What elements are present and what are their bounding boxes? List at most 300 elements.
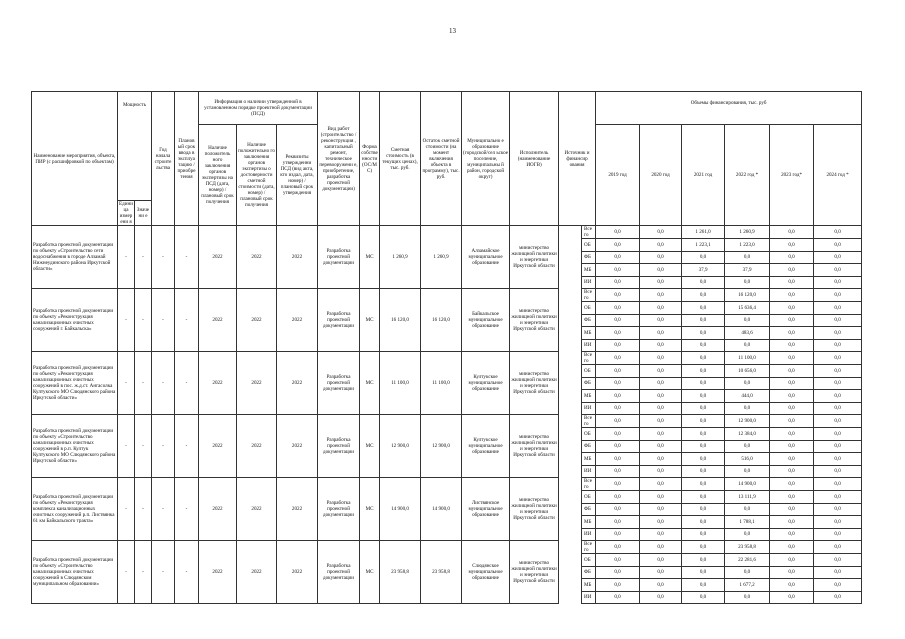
unit-value: -	[118, 541, 135, 604]
col-header-power: Мощность	[118, 92, 152, 201]
funding-value: 0,0	[770, 415, 814, 428]
funding-value: 0,0	[682, 453, 725, 466]
funding-value: 0,0	[814, 239, 862, 252]
object-name: Разработка проектной документации по объекту «Реконструкция канализационных очистных сооружений г. Байкальска»	[32, 289, 118, 352]
funding-value: 483,6	[725, 327, 770, 340]
funding-value: 0,0	[770, 352, 814, 365]
funding-value: 10 656,0	[725, 365, 770, 378]
col-header-year-2021: 2021 год	[682, 125, 725, 226]
funding-value: 0,0	[814, 503, 862, 516]
funding-value: 0,0	[814, 327, 862, 340]
power-value: -	[135, 478, 152, 541]
funding-source: Всего	[582, 226, 596, 239]
col-header-executor: Исполнитель (наименование ИОГВ)	[510, 92, 559, 226]
funding-value: 0,0	[770, 276, 814, 289]
funding-value: 0,0	[682, 314, 725, 327]
funding-value: 0,0	[596, 302, 640, 315]
funding-value: 0,0	[814, 428, 862, 441]
funding-value: 1 261,0	[682, 226, 725, 239]
funding-value: 0,0	[682, 377, 725, 390]
funding-source: ОБ	[582, 365, 596, 378]
table-row	[32, 289, 862, 302]
funding-source: ИИ	[582, 276, 596, 289]
funding-value: 0,0	[640, 428, 682, 441]
planned-year: -	[175, 289, 199, 352]
funding-value: 37,9	[725, 264, 770, 277]
col-header-psd-requisites: Реквизиты утвержденни ПСД (вид акта, кто издал, дата, номер) / плановый срок утверждения	[277, 125, 318, 226]
funding-value: 0,0	[682, 251, 725, 264]
funding-value: 1 260,9	[725, 226, 770, 239]
funding-value: 12 900,0	[725, 415, 770, 428]
funding-value: 0,0	[770, 478, 814, 491]
remaining: 14 900,0	[421, 478, 462, 541]
municipality: Култукское муниципальное образование	[462, 352, 510, 415]
start-year: -	[152, 226, 175, 289]
col-header-year-2020: 2020 год	[640, 125, 682, 226]
work-type: Разработка проектной документации	[318, 415, 360, 478]
col-header-work-type: Вид работ (строительство / реконструкция , капитальный ремонт, техническое перевооружени е, приобретение, разработка проектной документации)	[318, 92, 360, 226]
col-header-ownership: Форма собстве нности (ОС/М С)	[360, 92, 380, 226]
funding-value: 0,0	[682, 339, 725, 352]
funding-value: 0,0	[596, 327, 640, 340]
funding-value: 0,0	[814, 226, 862, 239]
col-header-planned-year: Планов ый срок ввода в эксплуа тацию / приобре тения	[175, 92, 199, 226]
remaining: 16 120,0	[421, 289, 462, 352]
executor: министерство жилищной политики и энергетики Иркутской области	[510, 352, 559, 415]
funding-value: 0,0	[814, 541, 862, 554]
funding-value: 0,0	[682, 554, 725, 567]
funding-source: ФБ	[582, 503, 596, 516]
funding-value: 0,0	[725, 591, 770, 604]
executor: министерство жилищной политики и энергетики Иркутской области	[510, 541, 559, 604]
estimate: 1 260,9	[380, 226, 421, 289]
funding-value: 444,0	[725, 390, 770, 403]
funding-value: 0,0	[640, 415, 682, 428]
work-type: Разработка проектной документации	[318, 226, 360, 289]
funding-source: Всего	[582, 478, 596, 491]
funding-source: МБ	[582, 579, 596, 592]
funding-value: 0,0	[770, 251, 814, 264]
funding-value: 0,0	[596, 478, 640, 491]
funding-value: 0,0	[640, 465, 682, 478]
table-row	[32, 541, 862, 554]
funding-value: 0,0	[640, 276, 682, 289]
col-header-unit: Единица измерени я	[119, 201, 133, 225]
funding-value: 0,0	[814, 314, 862, 327]
source-spacer	[559, 415, 582, 478]
psd-requisites: 2022	[277, 541, 318, 604]
funding-value: 0,0	[814, 302, 862, 315]
psd-reliability: 2022	[237, 415, 277, 478]
funding-value: 0,0	[725, 528, 770, 541]
funding-value: 0,0	[770, 377, 814, 390]
funding-value: 0,0	[640, 390, 682, 403]
funding-value: 12 384,0	[725, 428, 770, 441]
funding-value: 0,0	[814, 264, 862, 277]
object-name: Разработка проектной документации по объекту «Реконструкция комплекса канализационных очистных сооружений р.п. Листвянка 61 км Байкальского тракта»	[32, 478, 118, 541]
unit-value: -	[118, 478, 135, 541]
work-type: Разработка проектной документации	[318, 478, 360, 541]
funding-value: 0,0	[770, 302, 814, 315]
col-header-year-2023: 2023 год*	[770, 125, 814, 226]
municipality: Култукское муниципальное образование	[462, 415, 510, 478]
remaining: 1 260,9	[421, 226, 462, 289]
funding-value: 0,0	[640, 226, 682, 239]
funding-value: 0,0	[770, 226, 814, 239]
funding-value: 0,0	[725, 314, 770, 327]
funding-value: 0,0	[640, 365, 682, 378]
funding-value: 0,0	[770, 339, 814, 352]
executor: министерство жилищной политики и энергетики Иркутской области	[510, 478, 559, 541]
source-spacer	[559, 541, 582, 604]
funding-value: 0,0	[682, 365, 725, 378]
funding-value: 0,0	[596, 591, 640, 604]
psd-expertise: 2022	[199, 352, 237, 415]
col-header-source: Источник и финансир ования	[559, 92, 596, 226]
source-spacer	[559, 478, 582, 541]
funding-source: Всего	[582, 541, 596, 554]
psd-requisites: 2022	[277, 226, 318, 289]
funding-value: 0,0	[814, 554, 862, 567]
funding-value: 0,0	[682, 566, 725, 579]
object-name: Разработка проектной документации по объекту «Строительство сети водоснабжения в городе Алзамай Нижнеудинского района Иркутской области»	[32, 226, 118, 289]
unit-value: -	[118, 226, 135, 289]
funding-value: 0,0	[814, 491, 862, 504]
funding-source: Всего	[582, 415, 596, 428]
funding-value: 0,0	[640, 302, 682, 315]
funding-value: 0,0	[814, 251, 862, 264]
col-header-municipality: Муниципально е образование (городской/сел ьское поселение, муниципальны й район, городской округ)	[462, 92, 510, 226]
funding-value: 0,0	[640, 528, 682, 541]
funding-source: ИИ	[582, 402, 596, 415]
psd-reliability: 2022	[237, 478, 277, 541]
ownership: МС	[360, 289, 380, 352]
psd-requisites: 2022	[277, 478, 318, 541]
funding-value: 0,0	[682, 415, 725, 428]
planned-year: -	[175, 478, 199, 541]
start-year: -	[152, 289, 175, 352]
funding-value: 0,0	[814, 528, 862, 541]
funding-value: 0,0	[640, 541, 682, 554]
executor: министерство жилищной политики и энергетики Иркутской области	[510, 289, 559, 352]
planned-year: -	[175, 226, 199, 289]
psd-reliability: 2022	[237, 541, 277, 604]
funding-value: 0,0	[814, 276, 862, 289]
executor: министерство жилищной политики и энергетики Иркутской области	[510, 226, 559, 289]
funding-value: 0,0	[596, 491, 640, 504]
power-value: -	[135, 415, 152, 478]
unit-value: -	[118, 352, 135, 415]
funding-value: 13 111,9	[725, 491, 770, 504]
funding-value: 0,0	[770, 579, 814, 592]
col-header-remaining: Остаток сметной стоимости (на момент включения объекта в программу), тыс. руб.	[421, 92, 462, 226]
funding-value: 0,0	[596, 566, 640, 579]
funding-value: 0,0	[814, 440, 862, 453]
psd-reliability: 2022	[237, 289, 277, 352]
funding-value: 0,0	[725, 566, 770, 579]
col-header-volumes: Объемы финансирования, тыс. руб	[596, 92, 862, 125]
funding-value: 0,0	[682, 579, 725, 592]
funding-value: 0,0	[596, 365, 640, 378]
funding-value: 0,0	[596, 428, 640, 441]
ownership: МС	[360, 541, 380, 604]
funding-source: ОБ	[582, 491, 596, 504]
funding-value: 0,0	[814, 415, 862, 428]
funding-value: 0,0	[814, 365, 862, 378]
funding-value: 0,0	[725, 440, 770, 453]
funding-value: 11 100,0	[725, 352, 770, 365]
funding-value: 0,0	[725, 465, 770, 478]
power-value: -	[135, 226, 152, 289]
funding-source: ФБ	[582, 566, 596, 579]
ownership: МС	[360, 352, 380, 415]
funding-value: 0,0	[596, 528, 640, 541]
funding-value: 0,0	[770, 428, 814, 441]
funding-source: ОБ	[582, 239, 596, 252]
funding-value: 22 281,6	[725, 554, 770, 567]
page-number: 13	[449, 27, 456, 35]
table-row	[32, 226, 862, 239]
psd-requisites: 2022	[277, 415, 318, 478]
funding-value: 0,0	[725, 339, 770, 352]
funding-value: 0,0	[640, 516, 682, 529]
object-name: Разработка проектной документации по объекту «Строительство канализационных очистных сооружений в р.п. Култук Култукского МО Слюдянского района Иркутской области»	[32, 415, 118, 478]
funding-value: 0,0	[596, 339, 640, 352]
estimate: 23 958,8	[380, 541, 421, 604]
funding-source: ОБ	[582, 302, 596, 315]
funding-value: 0,0	[596, 352, 640, 365]
funding-value: 0,0	[640, 264, 682, 277]
funding-value: 0,0	[770, 289, 814, 302]
funding-value: 0,0	[596, 289, 640, 302]
funding-value: 0,0	[682, 591, 725, 604]
funding-value: 0,0	[814, 339, 862, 352]
funding-value: 0,0	[640, 440, 682, 453]
funding-value: 0,0	[596, 516, 640, 529]
funding-value: 516,0	[725, 453, 770, 466]
remaining: 11 100,0	[421, 352, 462, 415]
funding-value: 0,0	[770, 365, 814, 378]
funding-value: 0,0	[770, 264, 814, 277]
funding-value: 0,0	[682, 302, 725, 315]
col-header-estimate: Сметная стоимость (в текущих ценах), тыс. руб.	[380, 92, 421, 226]
funding-source: ОБ	[582, 554, 596, 567]
col-header-psd-reliability: Наличие положительно го заключения органов экспертизы о достоверности сметной стоимости (дата, номер) / плановый срок получения	[237, 125, 277, 226]
funding-value: 0,0	[770, 453, 814, 466]
power-value: -	[135, 289, 152, 352]
col-header-psd-info: Информация о наличии утвержденной в установленном порядке проектной документации (ПСД)	[199, 92, 318, 125]
funding-value: 0,0	[770, 591, 814, 604]
funding-value: 0,0	[640, 491, 682, 504]
funding-source: ФБ	[582, 251, 596, 264]
funding-value: 0,0	[596, 541, 640, 554]
funding-value: 0,0	[814, 566, 862, 579]
funding-source: ФБ	[582, 377, 596, 390]
funding-value: 0,0	[682, 503, 725, 516]
funding-value: 0,0	[725, 251, 770, 264]
funding-value: 1 788,1	[725, 516, 770, 529]
ownership: МС	[360, 415, 380, 478]
funding-value: 0,0	[640, 314, 682, 327]
col-header-psd-expertise: Наличие положитель ного заключения органов экспертизы на ПСД (дата, номер) / плановый срок получения	[199, 125, 237, 226]
funding-value: 0,0	[640, 289, 682, 302]
funding-value: 0,0	[596, 503, 640, 516]
funding-value: 0,0	[814, 579, 862, 592]
executor: министерство жилищной политики и энергетики Иркутской области	[510, 415, 559, 478]
psd-reliability: 2022	[237, 226, 277, 289]
funding-value: 0,0	[770, 516, 814, 529]
funding-value: 0,0	[640, 478, 682, 491]
funding-value: 0,0	[725, 377, 770, 390]
remaining: 12 900,0	[421, 415, 462, 478]
funding-value: 0,0	[682, 327, 725, 340]
funding-source: ИИ	[582, 591, 596, 604]
unit-value: -	[118, 289, 135, 352]
funding-value: 0,0	[596, 390, 640, 403]
psd-expertise: 2022	[199, 289, 237, 352]
start-year: -	[152, 541, 175, 604]
funding-value: 0,0	[725, 276, 770, 289]
funding-source: МБ	[582, 453, 596, 466]
psd-expertise: 2022	[199, 541, 237, 604]
funding-value: 0,0	[596, 226, 640, 239]
funding-source: ИИ	[582, 339, 596, 352]
funding-value: 0,0	[682, 428, 725, 441]
psd-requisites: 2022	[277, 289, 318, 352]
funding-value: 0,0	[682, 276, 725, 289]
psd-requisites: 2022	[277, 352, 318, 415]
source-spacer	[559, 226, 582, 289]
funding-value: 0,0	[814, 453, 862, 466]
funding-source: ИИ	[582, 528, 596, 541]
funding-source: МБ	[582, 327, 596, 340]
funding-value: 0,0	[725, 503, 770, 516]
table-row	[32, 352, 862, 365]
psd-expertise: 2022	[199, 415, 237, 478]
psd-reliability: 2022	[237, 352, 277, 415]
funding-source: Всего	[582, 352, 596, 365]
col-header-start-year: Год начала строите льства	[152, 92, 175, 226]
object-name: Разработка проектной документации по объекту «Реконструкция канализационных очистных сооружений в пос. ж.д.ст. Ангасолка Култукского МО Слюдянского района Иркутской области»	[32, 352, 118, 415]
power-value: -	[135, 541, 152, 604]
funding-value: 1 677,2	[725, 579, 770, 592]
funding-value: 0,0	[640, 503, 682, 516]
funding-value: 0,0	[596, 465, 640, 478]
power-value: -	[135, 352, 152, 415]
start-year: -	[152, 352, 175, 415]
funding-value: 14 900,0	[725, 478, 770, 491]
funding-value: 0,0	[770, 554, 814, 567]
funding-value: 0,0	[682, 491, 725, 504]
funding-source: ФБ	[582, 440, 596, 453]
funding-value: 0,0	[814, 352, 862, 365]
estimate: 14 900,0	[380, 478, 421, 541]
funding-value: 0,0	[814, 377, 862, 390]
col-header-year-2019: 2019 год	[596, 125, 640, 226]
funding-source: ОБ	[582, 428, 596, 441]
funding-value: 0,0	[640, 579, 682, 592]
col-header-name: Наименование мероприятия, объекта, ПИР (с расшифровкой по объектам)	[32, 92, 118, 226]
funding-value: 0,0	[814, 591, 862, 604]
col-header-year-2022: 2022 год *	[725, 125, 770, 226]
funding-value: 0,0	[682, 440, 725, 453]
funding-value: 0,0	[770, 239, 814, 252]
funding-value: 0,0	[682, 289, 725, 302]
funding-value: 0,0	[640, 453, 682, 466]
funding-value: 0,0	[682, 465, 725, 478]
financing-table	[31, 91, 862, 604]
funding-value: 0,0	[770, 465, 814, 478]
municipality: Байкальское муниципальное образование	[462, 289, 510, 352]
funding-value: 0,0	[596, 579, 640, 592]
funding-value: 1 223,1	[682, 239, 725, 252]
estimate: 12 900,0	[380, 415, 421, 478]
work-type: Разработка проектной документации	[318, 289, 360, 352]
funding-value: 0,0	[770, 566, 814, 579]
funding-value: 0,0	[596, 402, 640, 415]
col-header-year-2024: 2024 год *	[814, 125, 862, 226]
municipality: Слюдянское муниципальное образование	[462, 541, 510, 604]
object-name: Разработка проектной документации по объекту «Строительство канализационных очистных сооружений в Слюдянском муниципальном образовании»	[32, 541, 118, 604]
funding-value: 0,0	[640, 377, 682, 390]
municipality: Листвянское муниципальное образование	[462, 478, 510, 541]
remaining: 23 958,8	[421, 541, 462, 604]
funding-value: 0,0	[770, 491, 814, 504]
municipality: Алзамайское муниципальное образование	[462, 226, 510, 289]
funding-value: 0,0	[770, 390, 814, 403]
funding-value: 0,0	[770, 440, 814, 453]
funding-source: МБ	[582, 516, 596, 529]
funding-value: 0,0	[596, 276, 640, 289]
work-type: Разработка проектной документации	[318, 541, 360, 604]
funding-value: 37,9	[682, 264, 725, 277]
funding-value: 0,0	[682, 478, 725, 491]
funding-value: 15 636,4	[725, 302, 770, 315]
funding-value: 0,0	[814, 478, 862, 491]
funding-value: 0,0	[640, 251, 682, 264]
funding-value: 0,0	[596, 251, 640, 264]
funding-value: 0,0	[596, 239, 640, 252]
funding-source: ФБ	[582, 314, 596, 327]
funding-value: 0,0	[682, 528, 725, 541]
funding-value: 0,0	[682, 402, 725, 415]
funding-source: МБ	[582, 390, 596, 403]
funding-value: 0,0	[640, 566, 682, 579]
funding-value: 0,0	[640, 402, 682, 415]
funding-value: 0,0	[814, 465, 862, 478]
funding-value: 0,0	[770, 314, 814, 327]
funding-value: 0,0	[596, 264, 640, 277]
table-row	[32, 415, 862, 428]
ownership: МС	[360, 226, 380, 289]
funding-value: 0,0	[640, 554, 682, 567]
start-year: -	[152, 478, 175, 541]
funding-value: 0,0	[640, 327, 682, 340]
funding-source: МБ	[582, 264, 596, 277]
funding-value: 0,0	[814, 402, 862, 415]
funding-value: 1 223,0	[725, 239, 770, 252]
funding-value: 0,0	[770, 402, 814, 415]
funding-value: 23 958,8	[725, 541, 770, 554]
planned-year: -	[175, 415, 199, 478]
funding-value: 0,0	[814, 289, 862, 302]
funding-value: 0,0	[596, 440, 640, 453]
planned-year: -	[175, 352, 199, 415]
funding-value: 0,0	[682, 516, 725, 529]
funding-value: 0,0	[640, 239, 682, 252]
psd-expertise: 2022	[199, 478, 237, 541]
funding-value: 0,0	[682, 390, 725, 403]
